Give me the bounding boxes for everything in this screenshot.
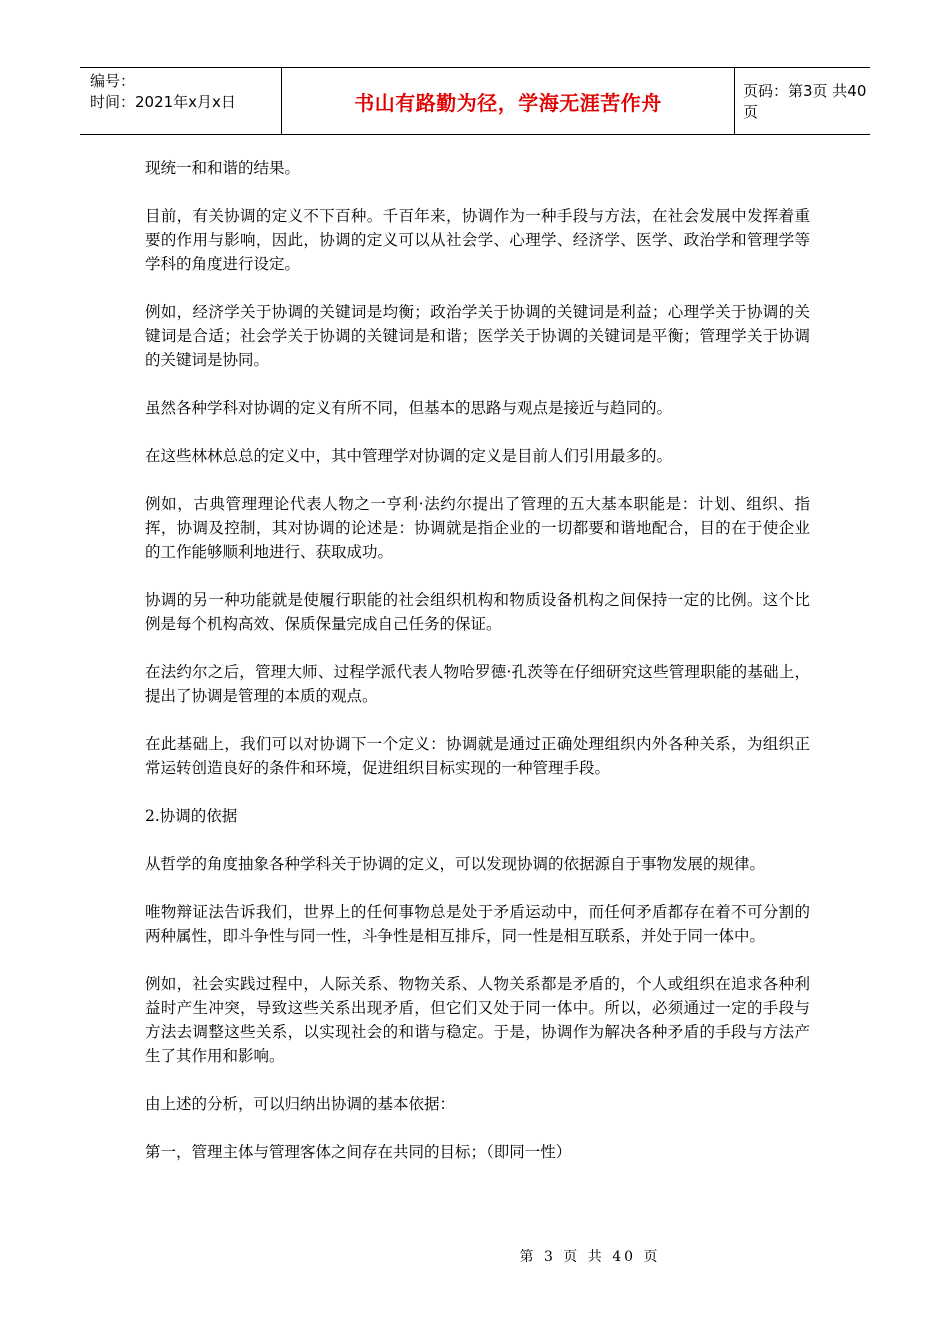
document-body xyxy=(145,156,810,1188)
document-date-label: 时间：2021年x月x日 xyxy=(90,93,236,111)
paragraph: 现统一和和谐的结果。 xyxy=(145,159,301,177)
paragraph: 例如，社会实践过程中，人际关系、物物关系、人物关系都是矛盾的，个人或组织在追求各种利益时产生冲突，导致这些关系出现矛盾，但它们又处于同一体中。所以，必须通过一定的手段与方法去调整这些关系，以实现社会的和谐与稳定。于是，协调作为解决各种矛盾的手段与方法产生了其作用和影响。 xyxy=(145,975,810,1065)
header-motto-cell xyxy=(282,68,735,134)
header-meta xyxy=(80,68,282,134)
paragraph: 目前，有关协调的定义不下百种。千百年来，协调作为一种手段与方法，在社会发展中发挥着重要的作用与影响，因此，协调的定义可以从社会学、心理学、经济学、医学、政治学和管理学等学科的角度进行设定。 xyxy=(145,207,810,273)
paragraph: 由上述的分析，可以归纳出协调的基本依据： xyxy=(145,1095,456,1113)
paragraph: 例如，古典管理理论代表人物之一亨利·法约尔提出了管理的五大基本职能是：计划、组织、指挥，协调及控制，其对协调的论述是：协调就是指企业的一切都要和谐地配合，目的在于使企业的工作能够顺利地进行、获取成功。 xyxy=(145,495,810,561)
paragraph: 例如，经济学关于协调的关键词是均衡；政治学关于协调的关键词是利益；心理学关于协调的关键词是合适；社会学关于协调的关键词是和谐；医学关于协调的关键词是平衡；管理学关于协调的关键词是协同。 xyxy=(145,303,810,369)
section-heading: 2.协调的依据 xyxy=(145,807,238,825)
page-footer: 第 3 页 共 40 页 xyxy=(519,1249,661,1265)
paragraph: 在法约尔之后，管理大师、过程学派代表人物哈罗德·孔茨等在仔细研究这些管理职能的基础上，提出了协调是管理的本质的观点。 xyxy=(145,663,810,705)
header-motto: 书山有路勤为径，学海无涯苦作舟 xyxy=(354,90,662,115)
page-header xyxy=(80,67,870,135)
paragraph: 第一，管理主体与管理客体之间存在共同的目标；（即同一性） xyxy=(145,1143,572,1161)
paragraph: 在此基础上，我们可以对协调下一个定义：协调就是通过正确处理组织内外各种关系，为组织正常运转创造良好的条件和环境，促进组织目标实现的一种管理手段。 xyxy=(145,735,810,777)
paragraph: 虽然各种学科对协调的定义有所不同，但基本的思路与观点是接近与趋同的。 xyxy=(145,399,673,417)
paragraph: 从哲学的角度抽象各种学科关于协调的定义，可以发现协调的依据源自于事物发展的规律。 xyxy=(145,855,766,873)
paragraph: 唯物辩证法告诉我们，世界上的任何事物总是处于矛盾运动中，而任何矛盾都存在着不可分割的两种属性，即斗争性与同一性，斗争性是相互排斥，同一性是相互联系，并处于同一体中。 xyxy=(145,903,810,945)
header-page-number: 页码：第3页 共40页 xyxy=(743,82,867,121)
paragraph: 协调的另一种功能就是使履行职能的社会组织机构和物质设备机构之间保持一定的比例。这个比例是每个机构高效、保质保量完成自己任务的保证。 xyxy=(145,591,810,633)
paragraph: 在这些林林总总的定义中，其中管理学对协调的定义是目前人们引用最多的。 xyxy=(145,447,673,465)
document-number-label: 编号： xyxy=(90,72,136,90)
